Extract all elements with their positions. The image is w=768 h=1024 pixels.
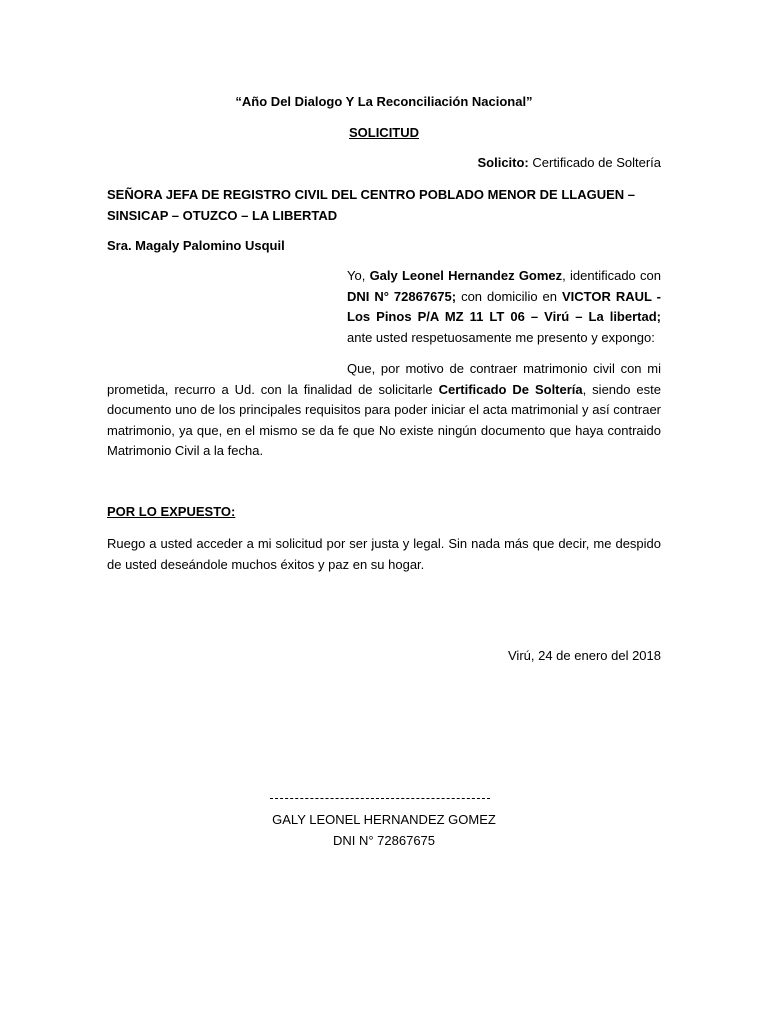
applicant-dni: DNI N° 72867675; bbox=[347, 288, 457, 304]
body-text-1: Que, por motivo de contraer matrimonio civil con mi prometida, recurro a Ud. con la finalidad de solicitarle bbox=[107, 361, 661, 397]
body-paragraph bbox=[107, 359, 661, 462]
intro-text-3: con domicilio en bbox=[456, 288, 562, 304]
intro-text-2: , identificado con bbox=[562, 268, 661, 283]
intro-paragraph bbox=[347, 266, 661, 348]
intro-text-4: ante usted respetuosamente me presento y expongo: bbox=[347, 329, 655, 345]
subject-line bbox=[107, 153, 661, 174]
signer-name: GALY LEONEL HERNANDEZ GOMEZ bbox=[272, 812, 496, 827]
closing-paragraph: Ruego a usted acceder a mi solicitud por ser justa y legal. Sin nada más que decir, me despido de usted deseándole muchos éxitos y paz en su hogar. bbox=[107, 536, 661, 572]
signature-line bbox=[270, 798, 490, 799]
year-motto: “Año Del Dialogo Y La Reconciliación Nacional” bbox=[235, 94, 533, 109]
addressee-office: SEÑORA JEFA DE REGISTRO CIVIL DEL CENTRO POBLADO MENOR DE LLAGUEN – SINSICAP – OTUZCO – LA LIBERTAD bbox=[107, 187, 635, 223]
signer-dni: DNI N° 72867675 bbox=[332, 833, 436, 848]
applicant-address: VICTOR RAUL - Los Pinos P/A MZ 11 LT 06 – Virú – La libertad; bbox=[347, 288, 661, 324]
addressee-name: Sra. Magaly Palomino Usquil bbox=[107, 238, 285, 253]
body-text-2: , siendo este documento uno de los principales requisitos para poder iniciar el acta matrimonial y así contraer matrimonio, ya que, en el mismo se da fe que No existe ningún documento que haya contraido Matrimonio Civil a la fecha. bbox=[107, 381, 661, 458]
applicant-name: Galy Leonel Hernandez Gomez bbox=[369, 268, 563, 283]
expuesto-heading: POR LO EXPUESTO: bbox=[107, 504, 236, 519]
document-title: SOLICITUD bbox=[348, 125, 420, 140]
date-line: Virú, 24 de enero del 2018 bbox=[508, 648, 661, 663]
subject-label: Solicito: bbox=[477, 155, 529, 170]
subject-value: Certificado de Soltería bbox=[528, 155, 661, 170]
certificate-name: Certificado De Soltería bbox=[438, 381, 583, 397]
intro-text-1: Yo, bbox=[347, 268, 370, 283]
